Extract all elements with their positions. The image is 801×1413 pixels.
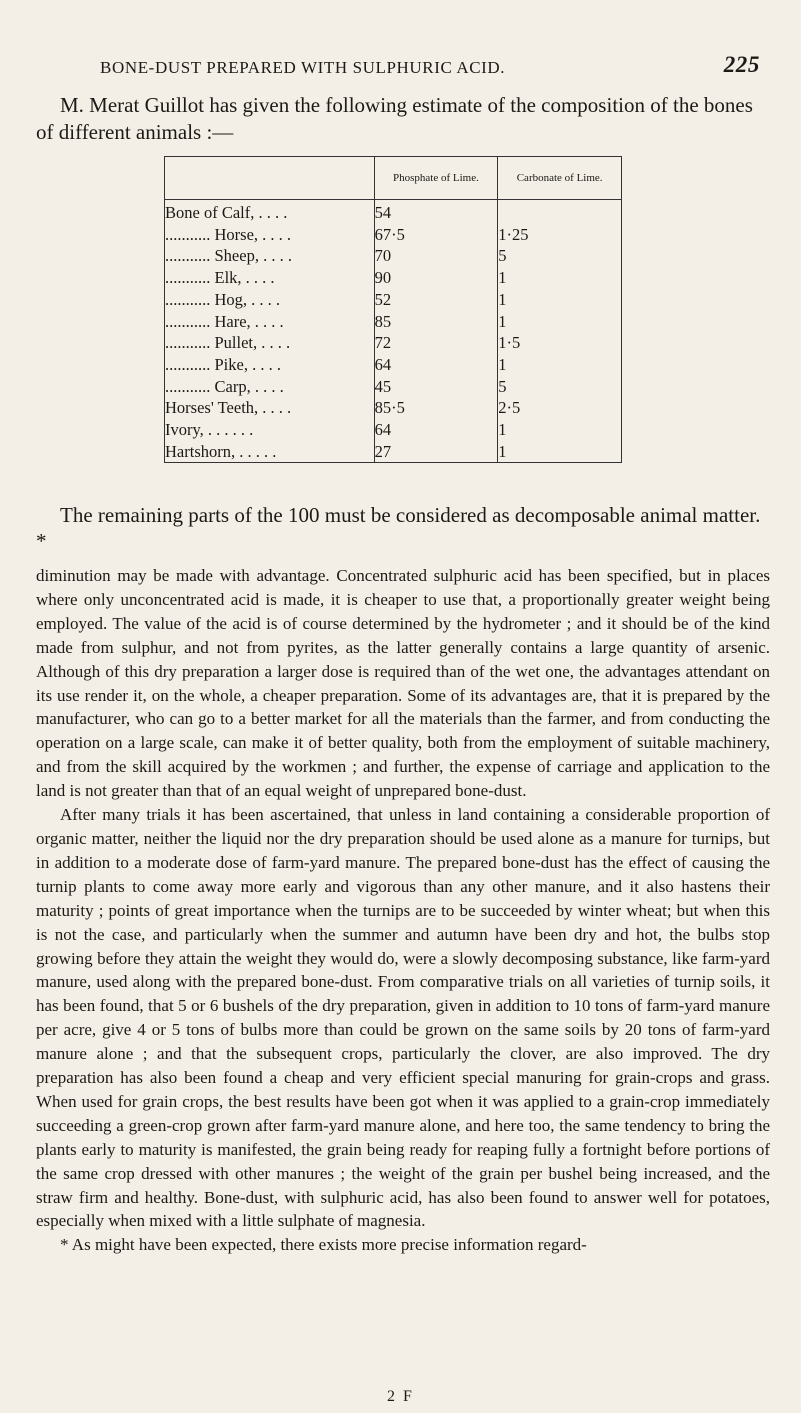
row-carbonate: 1 [498,311,622,333]
row-phosphate: 27 [374,441,498,463]
header-blank [165,157,375,200]
row-name: ........... Hare, . . . . [165,311,375,333]
row-phosphate: 85 [374,311,498,333]
row-name: ........... Carp, . . . . [165,376,375,398]
row-name: Horses' Teeth, . . . . [165,397,375,419]
row-carbonate: 1 [498,354,622,376]
table-row [165,376,622,398]
row-name: Hartshorn, . . . . . [165,441,375,463]
row-carbonate: 2·5 [498,397,622,419]
table-row [165,332,622,354]
header-phosphate: Phosphate of Lime. [374,157,498,200]
row-phosphate: 72 [374,332,498,354]
row-carbonate: 5 [498,245,622,267]
row-phosphate: 67·5 [374,224,498,246]
bone-composition-table [164,156,622,463]
row-phosphate: 64 [374,419,498,441]
table-row [165,224,622,246]
row-name: ........... Pullet, . . . . [165,332,375,354]
table-row [165,311,622,333]
row-phosphate: 90 [374,267,498,289]
table-row [165,289,622,311]
row-name: Ivory, . . . . . . [165,419,375,441]
page-number: 225 [723,52,760,77]
row-phosphate: 70 [374,245,498,267]
table-row [165,419,622,441]
row-name: Bone of Calf, . . . . [165,200,375,224]
row-carbonate: 1 [498,267,622,289]
row-carbonate: 1·5 [498,332,622,354]
intro-paragraph: M. Merat Guillot has given the following estimate of the composition of the bones of different animals :— [36,93,753,144]
row-carbonate: 1 [498,289,622,311]
row-phosphate: 85·5 [374,397,498,419]
table-header-row [165,157,622,200]
row-name: ........... Sheep, . . . . [165,245,375,267]
header-carbonate: Carbonate of Lime. [498,157,622,200]
row-name: ........... Elk, . . . . [165,267,375,289]
table-row [165,397,622,419]
row-name: ........... Pike, . . . . [165,354,375,376]
table-row [165,200,622,224]
row-carbonate: 1 [498,419,622,441]
conclusion-paragraph: The remaining parts of the 100 must be considered as decomposable animal matter. * [36,503,761,553]
row-phosphate: 64 [374,354,498,376]
row-phosphate: 52 [374,289,498,311]
table-row [165,245,622,267]
table-row [165,354,622,376]
row-carbonate: 1·25 [498,224,622,246]
table-row [165,441,622,463]
body-paragraph-diminution: diminution may be made with advantage. Concentrated sulphuric acid has been specified, but in places where only unconcentrated acid is made, it is cheaper to use that, a proportionally greater weight being employed. The value of the acid is of course determined by the hydrometer ; and it should be of the kind made from sulphur, and not from pyrites, as the latter generally contains a large quantity of arsenic. Although of this dry preparation a larger dose is required than of the wet one, the advantages attendant on its use render it, on the whole, a cheaper preparation. Some of its advantages are, that it is prepared by the manufacturer, who can go to a better market for all the materials than the farmer, and from conducting the operation on a large scale, can make it of better quality, both from the employment of suitable machinery, and from the skill acquired by the workmen ; and further, the expense of carriage and application to the land is not greater than that of an equal weight of unprepared bone-dust. [36,566,770,801]
footnote: * As might have been expected, there exists more precise information regard- [60,1235,587,1255]
row-name: ........... Hog, . . . . [165,289,375,311]
row-phosphate: 45 [374,376,498,398]
body-text [36,564,770,1257]
body-paragraph-trials: After many trials it has been ascertained, that unless in land containing a considerable proportion of organic matter, neither the liquid nor the dry preparation should be used alone as a manure for turnips, but in addition to a moderate dose of farm-yard manure. The prepared bone-dust has the effect of causing the turnip plants to come away more early and vigorous than any other manure, and it also hastens their maturity ; points of great importance when the turnips are to be succeeded by winter wheat; but when this is not the case, and particularly when the summer and autumn have been dry and hot, the bulbs stop growing before they attain the weight they would do, were a slowly decomposing substance, like farm-yard manure, used along with the prepared bone-dust. From comparative trials on all varieties of turnip soils, it has been found, that 5 or 6 bushels of the dry preparation, given in addition to 10 tons of farm-yard manure per acre, give 4 or 5 tons of bulbs more than could be grown on the same soils by 20 tons of farm-yard manure alone ; and that the subsequent crops, particularly the clover, are also improved. The dry preparation has also been found a cheap and very efficient special manuring for grain-crops and grass. When used for grain crops, the best results have been got when it was applied to a grain-crop immediately succeeding a green-crop grown after farm-yard manure alone, and here too, the same tendency to bring the plants early to maturity is manifested, the grain being ready for reaping fully a fortnight before portions of the same crop dressed with other manures ; the weight of the grain per bushel being increased, and the straw firm and healthy. Bone-dust, with sulphuric acid, has also been found to answer well for potatoes, especially when mixed with a little sulphate of magnesia. [36,805,770,1231]
row-carbonate: 1 [498,441,622,463]
running-head-title: BONE-DUST PREPARED WITH SULPHURIC ACID. [100,58,506,77]
row-name: ........... Horse, . . . . [165,224,375,246]
row-phosphate: 54 [374,200,498,224]
row-carbonate: 5 [498,376,622,398]
row-carbonate [498,200,622,224]
table-row [165,267,622,289]
signature-mark: 2 F [387,1388,414,1405]
